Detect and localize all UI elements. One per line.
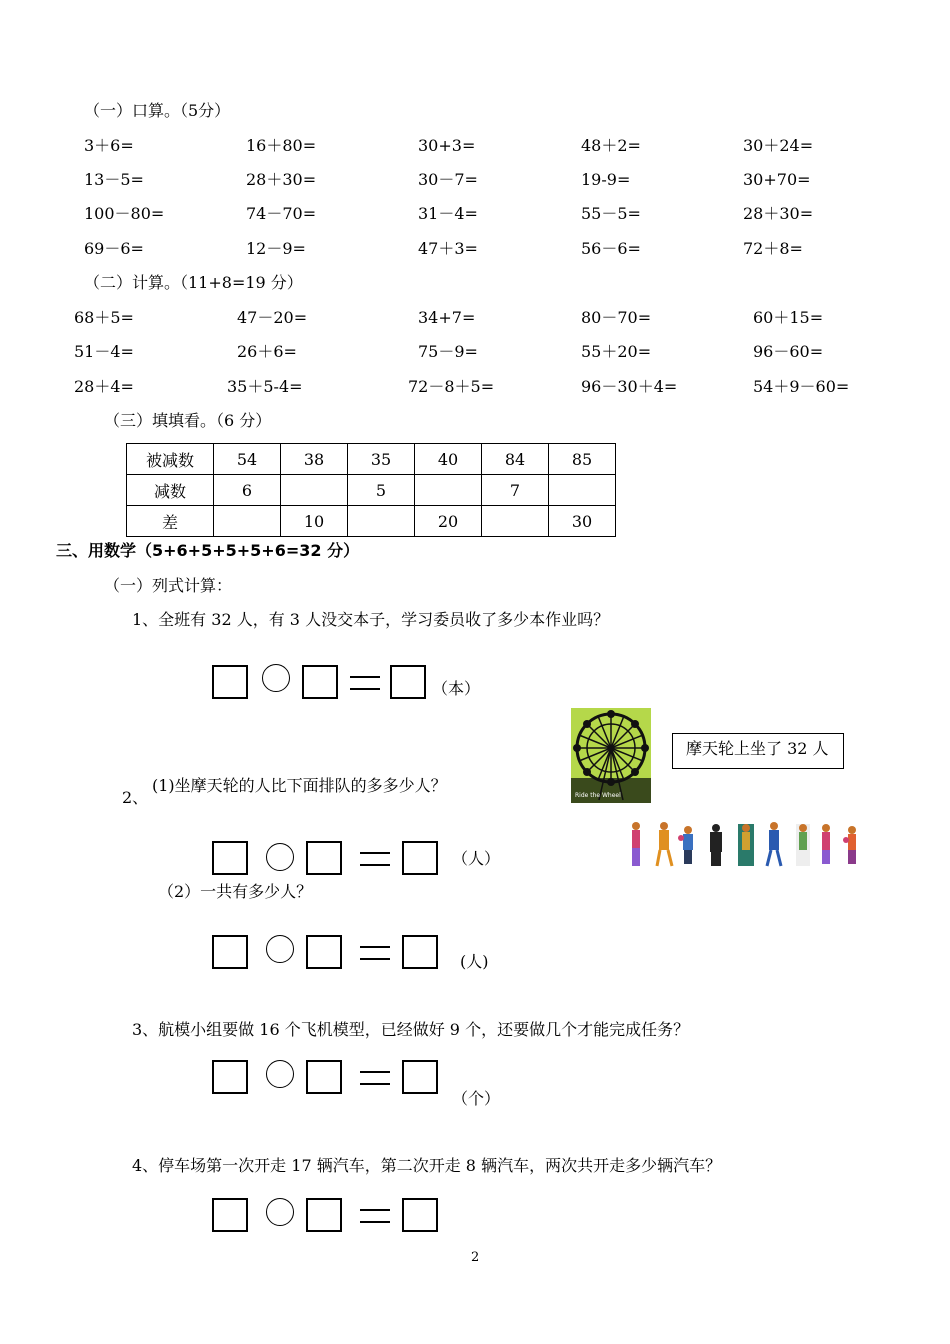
table-cell: 84 — [482, 444, 549, 475]
answer-box[interactable] — [306, 935, 342, 969]
people-queue-image — [626, 820, 866, 870]
calc-item: 96－30＋4= — [581, 377, 678, 396]
oral-item: 30+70= — [743, 170, 811, 189]
answer-box[interactable] — [212, 1060, 248, 1094]
calc-item: 96－60= — [753, 342, 824, 361]
callout-text: 摩天轮上坐了 32 人 — [686, 739, 829, 758]
answer-cell[interactable] — [482, 506, 549, 537]
oral-item: 3＋6= — [84, 136, 134, 155]
answer-cell[interactable] — [348, 506, 415, 537]
calc-item: 28＋4= — [74, 377, 134, 396]
answer-box[interactable] — [212, 841, 248, 875]
question-4: 4、停车场第一次开走 17 辆汽车，第二次开走 8 辆汽车，两次共开走多少辆汽车？ — [132, 1156, 722, 1175]
operator-circle[interactable] — [266, 1060, 294, 1088]
equals-sign — [360, 1071, 390, 1085]
oral-item: 16＋80= — [246, 136, 317, 155]
table-cell: 5 — [348, 475, 415, 506]
answer-box[interactable] — [390, 665, 426, 699]
answer-box[interactable] — [302, 665, 338, 699]
oral-heading: （一）口算。（5分） — [84, 101, 231, 120]
operator-circle[interactable] — [266, 935, 294, 963]
calc-item: 51－4= — [74, 342, 134, 361]
oral-item: 30－7= — [418, 170, 478, 189]
oral-item: 28＋30= — [246, 170, 317, 189]
part3-heading: 三、用数学（5+6+5+5+5+6=32 分） — [56, 541, 360, 560]
table-cell: 54 — [214, 444, 281, 475]
oral-item: 31－4= — [418, 204, 478, 223]
oral-item: 74－70= — [246, 204, 317, 223]
calc-item: 34+7= — [418, 308, 476, 327]
answer-box[interactable] — [212, 935, 248, 969]
answer-cell[interactable] — [281, 475, 348, 506]
question-3: 3、航模小组要做 16 个飞机模型，已经做好 9 个，还要做几个才能完成任务？ — [132, 1020, 690, 1039]
table-cell: 20 — [415, 506, 482, 537]
question-2-part2: （2）一共有多少人？ — [158, 882, 313, 901]
answer-box[interactable] — [402, 935, 438, 969]
answer-cell[interactable] — [214, 506, 281, 537]
equals-sign — [350, 676, 380, 690]
oral-item: 30+3= — [418, 136, 476, 155]
answer-cell[interactable] — [415, 475, 482, 506]
calc-item: 55＋20= — [581, 342, 652, 361]
answer-box[interactable] — [402, 841, 438, 875]
oral-item: 13－5= — [84, 170, 144, 189]
answer-box[interactable] — [306, 1060, 342, 1094]
fill-table — [126, 443, 616, 537]
table-row — [127, 506, 616, 537]
table-cell: 差 — [127, 506, 214, 537]
calc-item: 68＋5= — [74, 308, 134, 327]
calc-item: 75－9= — [418, 342, 478, 361]
part3-subheading: （一）列式计算： — [104, 576, 233, 595]
calc-item: 72－8＋5= — [408, 377, 495, 396]
table-row — [127, 444, 616, 475]
answer-box[interactable] — [402, 1060, 438, 1094]
unit-label: (人) — [460, 952, 489, 971]
ferris-wheel-image — [571, 708, 651, 803]
calc-heading: （二）计算。（11+8=19 分） — [84, 273, 303, 292]
table-cell: 85 — [549, 444, 616, 475]
operator-circle[interactable] — [266, 843, 294, 871]
equals-sign — [360, 852, 390, 866]
equals-sign — [360, 946, 390, 960]
page-number: 2 — [471, 1250, 480, 1265]
table-cell: 6 — [214, 475, 281, 506]
question-1: 1、全班有 32 人，有 3 人没交本子，学习委员收了多少本作业吗？ — [132, 610, 610, 629]
fill-heading: （三）填填看。（6 分） — [104, 411, 272, 430]
table-cell: 30 — [549, 506, 616, 537]
oral-item: 69－6= — [84, 239, 144, 258]
table-cell: 38 — [281, 444, 348, 475]
table-cell: 7 — [482, 475, 549, 506]
unit-label: （人） — [452, 849, 501, 868]
calc-item: 60＋15= — [753, 308, 824, 327]
unit-label: （个） — [452, 1089, 501, 1108]
table-row — [127, 475, 616, 506]
unit-label: （本） — [432, 679, 481, 698]
oral-item: 100－80= — [84, 204, 165, 223]
answer-box[interactable] — [212, 1198, 248, 1232]
oral-item: 30＋24= — [743, 136, 814, 155]
answer-box[interactable] — [306, 841, 342, 875]
calc-item: 47－20= — [237, 308, 308, 327]
oral-item: 47＋3= — [418, 239, 478, 258]
question-2-number: 2、 — [122, 788, 149, 807]
calc-item: 26＋6= — [237, 342, 297, 361]
table-cell: 35 — [348, 444, 415, 475]
oral-item: 28＋30= — [743, 204, 814, 223]
calc-item: 54＋9－60= — [753, 377, 850, 396]
calc-item: 80－70= — [581, 308, 652, 327]
question-2-part1: (1)坐摩天轮的人比下面排队的多多少人？ — [152, 776, 447, 795]
oral-item: 12－9= — [246, 239, 306, 258]
oral-item: 48＋2= — [581, 136, 641, 155]
equals-sign — [360, 1209, 390, 1223]
table-cell: 40 — [415, 444, 482, 475]
operator-circle[interactable] — [262, 664, 290, 692]
oral-item: 56－6= — [581, 239, 641, 258]
calc-item: 35＋5-4= — [227, 377, 303, 396]
answer-cell[interactable] — [549, 475, 616, 506]
answer-box[interactable] — [402, 1198, 438, 1232]
table-cell: 10 — [281, 506, 348, 537]
answer-box[interactable] — [306, 1198, 342, 1232]
table-cell: 减数 — [127, 475, 214, 506]
oral-item: 55－5= — [581, 204, 641, 223]
answer-box[interactable] — [212, 665, 248, 699]
table-cell: 被减数 — [127, 444, 214, 475]
ferris-caption: Ride the Wheel — [575, 792, 621, 799]
oral-item: 72＋8= — [743, 239, 803, 258]
oral-item: 19-9= — [581, 170, 631, 189]
operator-circle[interactable] — [266, 1198, 294, 1226]
